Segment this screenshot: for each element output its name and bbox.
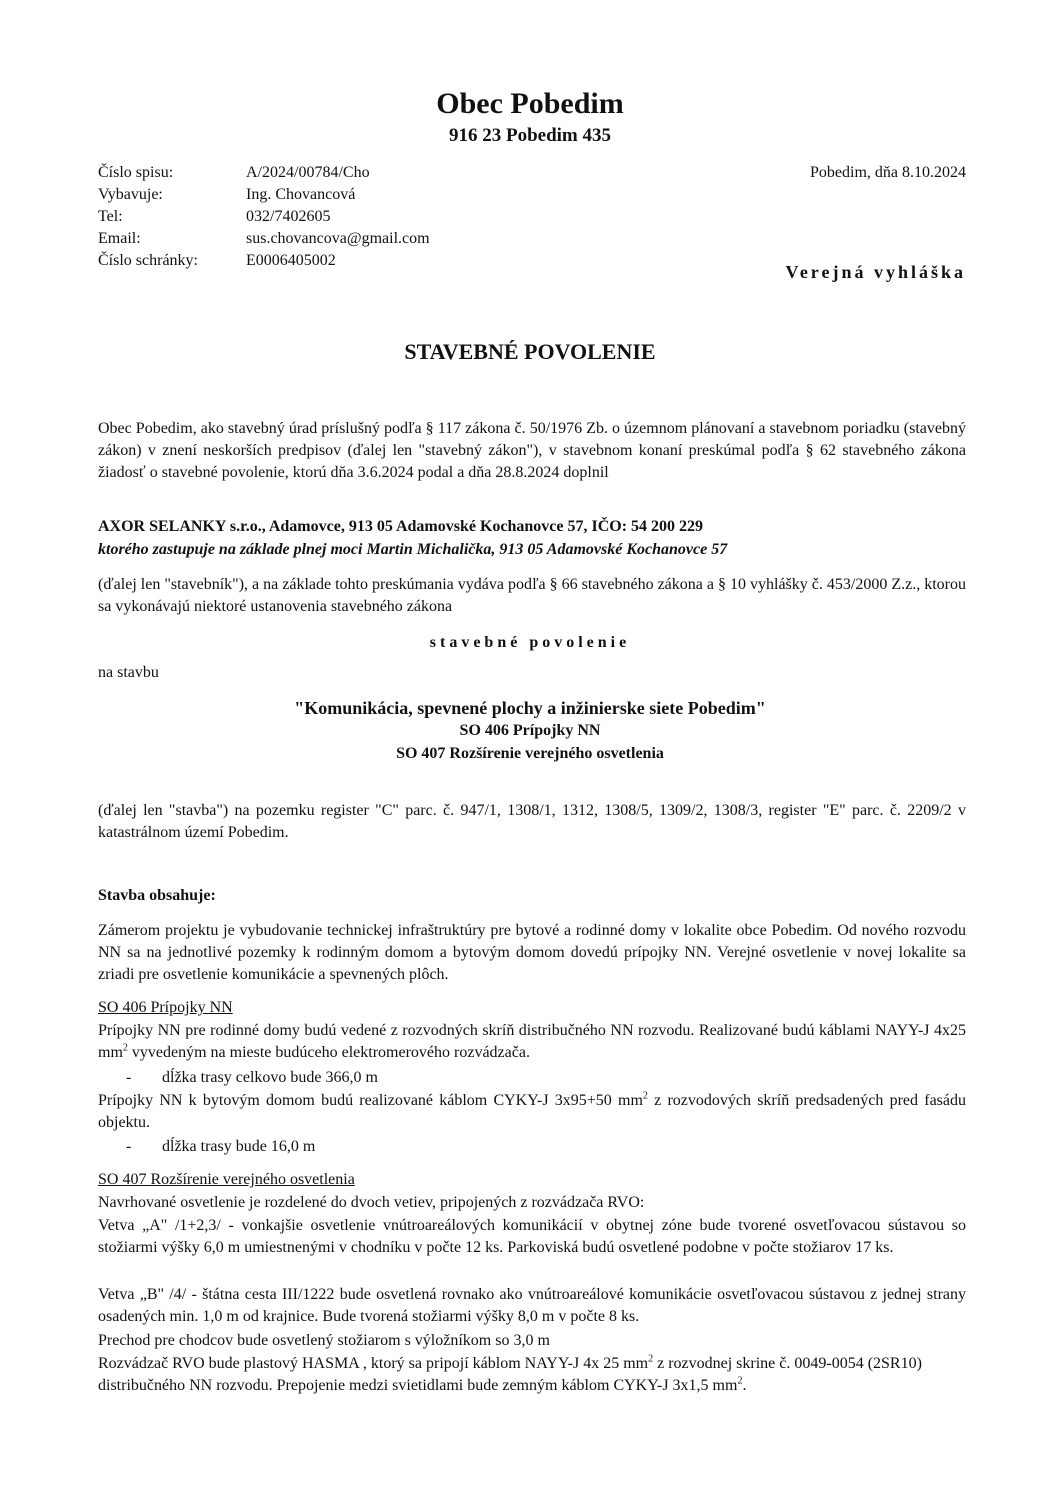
so406-p1-text: Prípojky NN pre rodinné domy budú vedené z rozvodných skríň distribučného NN rozvodu. Realizované budú káblami NAYY-J 4x25 mm xyxy=(98,1022,966,1061)
so406-heading: SO 406 Prípojky NN xyxy=(98,999,233,1016)
public-notice-label: Verejná vyhláška xyxy=(785,262,966,282)
document-title: STAVEBNÉ POVOLENIE xyxy=(404,339,656,364)
so407-crossing: Prechod pre chodcov bude osvetlený stožiarom s výložníkom so 3,0 m xyxy=(98,1332,550,1349)
project-so406: SO 406 Prípojky NN xyxy=(459,722,601,739)
so406-p1-text-end: vyvedeným na mieste budúceho elektromerového rozvádzača. xyxy=(127,1044,530,1061)
so406-p2-text-end: z rozvodových skríň predsadených pred fasádu objektu. xyxy=(98,1092,966,1131)
so406-paragraph-2 xyxy=(98,1090,966,1134)
so406-bullet-2 xyxy=(126,1136,315,1158)
meta-labels xyxy=(98,162,248,272)
meta-value-file-number: A/2024/00784/Cho xyxy=(246,164,370,181)
meta-value-email: sus.chovancova@gmail.com xyxy=(246,230,430,247)
applicant-name: AXOR SELANKY s.r.o., Adamovce, 913 05 Adamovské Kochanovce 57, IČO: 54 200 229 xyxy=(98,518,704,535)
meta-label-mailbox: Číslo schránky: xyxy=(98,252,198,269)
project-name: "Komunikácia, spevnené plochy a inžinierske siete Pobedim" xyxy=(294,698,766,718)
intro-paragraph: Obec Pobedim, ako stavebný úrad príslušný podľa § 117 zákona č. 50/1976 Zb. o územnom plánovaní a stavebnom poriadku (stavebný zákon) v znení neskorších predpisov (ďalej len "stavebný zákon"), v stavebnom konaní preskúmal podľa § 62 stavebného zákona žiadosť o stavebné povolenie, ktorú dňa 3.6.2024 podal a dňa 28.8.2024 doplnil xyxy=(98,420,966,481)
so407-branch-a: Vetva „A" /1+2,3/ - vonkajšie osvetlenie vnútroareálových komunikácií v obytnej zóne bude tvorené osvetľovacou sústavou so stožiarmi výšky 6,0 m umiestnenými v chodníku v počte 12 ks. Parkoviská budú osvetlené podobne v počte stožiarov 17 ks. xyxy=(98,1217,966,1256)
decision-heading: stavebné povolenie xyxy=(429,634,631,651)
meta-value-phone: 032/7402605 xyxy=(246,208,331,225)
so406-bullet-2-text: dĺžka trasy bude 16,0 m xyxy=(162,1138,316,1155)
na-stavbu-label: na stavbu xyxy=(98,664,159,681)
so406-p2-superscript: 2 xyxy=(642,1090,648,1102)
so406-paragraph-1 xyxy=(98,1020,966,1064)
legal-basis-paragraph: (ďalej len "stavebník"), a na základe tohto preskúmania vydáva podľa § 66 stavebného zákona a § 10 vyhlášky č. 453/2000 Z.z., ktorou sa vykonávajú niektoré ustanovenia stavebného zákona xyxy=(98,576,966,615)
municipality-address: 916 23 Pobedim 435 xyxy=(448,125,612,146)
meta-label-email: Email: xyxy=(98,230,141,247)
project-so407: SO 407 Rozšírenie verejného osvetlenia xyxy=(396,745,664,762)
so407-heading: SO 407 Rozšírenie verejného osvetlenia xyxy=(98,1171,355,1188)
parcels-paragraph: (ďalej len "stavba") na pozemku register "C" parc. č. 947/1, 1308/1, 1312, 1308/5, 1309/2, 1308/3, register "E" parc. č. 2209/2 v katastrálnom území Pobedim. xyxy=(98,802,966,841)
so407-p5-text: Rozvádzač RVO bude plastový HASMA , ktorý sa pripojí káblom NAYY-J 4x 25 mm xyxy=(98,1355,649,1372)
applicant-representative: ktorého zastupuje na základe plnej moci Martin Michalička, 913 05 Adamovské Kochanovce 57 xyxy=(98,541,728,558)
so406-bullet-1-text: dĺžka trasy celkovo bude 366,0 m xyxy=(162,1069,378,1086)
municipality-title: Obec Pobedim xyxy=(436,87,624,120)
so407-p5-superscript: 2 xyxy=(648,1353,654,1365)
so407-distribution xyxy=(98,1353,958,1397)
meta-value-handled-by: Ing. Chovancová xyxy=(246,186,356,203)
so407-paragraph-1: Navrhované osvetlenie je rozdelené do dvoch vetiev, pripojených z rozvádzača RVO: xyxy=(98,1194,645,1211)
meta-value-mailbox: E0006405002 xyxy=(246,252,336,269)
content-heading: Stavba obsahuje: xyxy=(98,887,216,904)
bullet-dash-icon: - xyxy=(126,1069,132,1086)
bullet-dash-icon: - xyxy=(126,1138,132,1155)
so407-p5-text-mid: z rozvodnej skrine č. 0049-0054 (2SR10) distribučného NN rozvodu. Prepojenie medzi svietidlami bude zemným káblom CYKY-J 3x1,5 mm xyxy=(98,1355,922,1394)
so407-branch-b: Vetva „B" /4/ - štátna cesta III/1222 bude osvetlená rovnako ako vnútroareálové komunikácie osvetľovacou sústavou z jednej strany osadených min. 1,0 m od krajnice. Bude tvorená stožiarmi výšky 8,0 m v počte 8 ks. xyxy=(98,1286,966,1325)
meta-label-handled-by: Vybavuje: xyxy=(98,186,163,203)
meta-label-phone: Tel: xyxy=(98,208,123,225)
meta-label-file-number: Číslo spisu: xyxy=(98,164,174,181)
so407-p5-superscript-2: 2 xyxy=(737,1375,743,1387)
document-date: Pobedim, dňa 8.10.2024 xyxy=(810,164,966,181)
so407-p5-text-end: . xyxy=(742,1377,747,1394)
so406-p2-text: Prípojky NN k bytovým domom budú realizované káblom CYKY-J 3x95+50 mm xyxy=(98,1092,643,1109)
content-intro: Zámerom projektu je vybudovanie technickej infraštruktúry pre bytové a rodinné domy v lokalite obce Pobedim. Od nového rozvodu NN sa na jednotlivé pozemky k rodinným domom a bytovým domom dovedú prípojky NN. Verejné osvetlenie v novej lokalite sa zriadi pre osvetlenie komunikácie a spevnených plôch. xyxy=(98,922,966,983)
so406-p1-superscript: 2 xyxy=(122,1042,128,1054)
meta-values xyxy=(246,162,546,272)
so406-bullet-1 xyxy=(126,1067,378,1089)
